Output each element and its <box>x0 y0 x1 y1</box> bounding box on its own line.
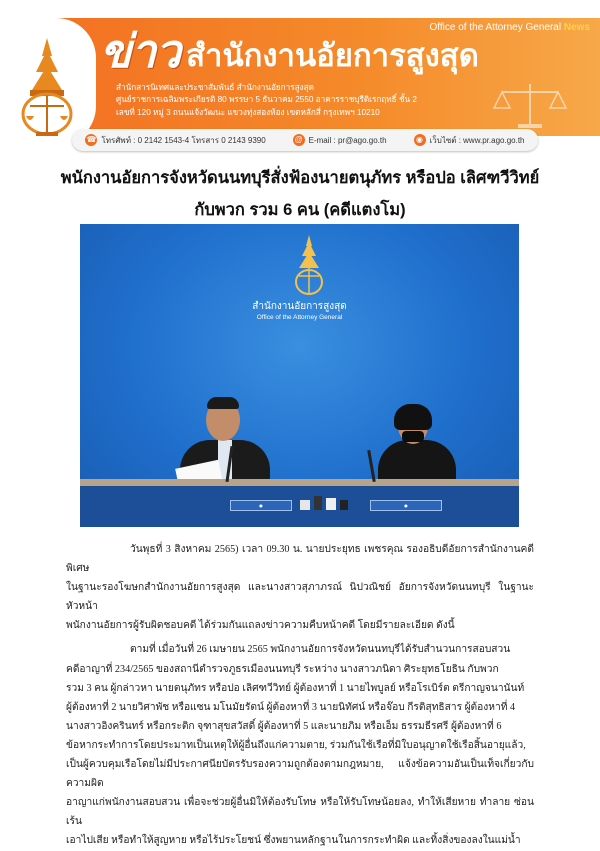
title-news: ข่าว <box>100 25 181 77</box>
nameplate-left: ● <box>230 500 292 511</box>
contact-phone: ☎ โทรศัพท์ : 0 2142 1543-4 โทรสาร 0 2143 9390 <box>86 135 266 145</box>
paragraph-2: ตามที่ เมื่อวันที่ 26 เมษายน 2565 พนักงานอัยการจังหวัดนนทบุรีได้รับสำนวนการสอบสวน คดีอาญาที่ 234/2565 ของสถานีตำรวจภูธรเมืองนนทบุรี ระหว่าง นางสาวภนิดา ศิระยุทธโยธิน กับพวก รวม 3 คน ผู้กล่าวหา นายตนุภัทร หรือปอ เลิศฑวีวิทย์ ผู้ต้องหาที่ 1 นายไพบูลย์ หรือโรเบิร์ต ตรีกาญจนานันท์ ผู้ต้องหาที่ 2 นายวิศาพัช หรือแซน มโนมัยรัตน์ ผู้ต้องหาที่ 3 นายนิทัศน์ หรือจ๊อบ กีรติสุทธิสาร ผู้ต้องหาที่ 4 นางสาวอิงครินทร์ หรือกระติก จุฑาสุขสวัสดิ์ ผู้ต้องหาที่ 5 และนายภิม หรือเอ็ม ธรรมธีรศรี ผู้ต้องหาที่ 6 ข้อหากระทำการโดยประมาทเป็นเหตุให้ผู้อื่นถึงแก่ความตาย, ร่วมกันใช้เรือที่มิใบอนุญาตใช้เรือสิ้นอายุแล้ว, เป็นผู้ควบคุมเรือโดยไม่มีประกาศนียบัตรรับรองความถูกต้องตามกฎหมาย, แจ้งข้อความอันเป็นเท็จเกี่ยวกับความผิด อาญาแก่พนักงานสอบสวน เพื่อจะช่วยผู้อื่นมิให้ต้องรับโทษ หรือให้รับโทษน้อยลง, ทำให้เสียหาย ทำลาย ซ่อนเร้น เอาไปเสีย หรือทำให้สูญหาย หรือไร้ประโยชน์ ซึ่งพยานหลักฐานในการกระทำผิด และทิ้งสิ่งของลงในแม่น้ำ <box>66 644 534 847</box>
contact-website[interactable]: ◉ เว็บไซต์ : www.pr.ago.go.th <box>414 134 525 147</box>
microphone-right <box>367 450 376 482</box>
header-title <box>100 25 479 77</box>
headline-line-1: พนักงานอัยการจังหวัดนนทบุรีสั่งฟ้องนายตนุภัทร หรือปอ เลิศฑวีวิทย์ <box>60 169 540 187</box>
title-office: สำนักงานอัยการสูงสุด <box>186 38 479 73</box>
news-tag: Office of the Attorney General News <box>429 22 590 33</box>
emblem-icon <box>16 36 78 140</box>
backdrop-org-thai: สำนักงานอัยการสูงสุด <box>252 301 347 312</box>
headline-line-2: กับพวก รวม 6 คน (คดีแตงโม) <box>194 201 406 219</box>
website-icon: ◉ <box>414 134 426 146</box>
backdrop-org-english: Office of the Attorney General <box>256 314 343 321</box>
nameplate-right: ● <box>370 500 442 511</box>
contact-email[interactable]: @ E-mail : pr@ago.go.th <box>294 135 387 145</box>
email-icon: @ <box>294 135 303 144</box>
news-header <box>0 18 600 146</box>
header-address: สำนักสารนิเทศและประชาสัมพันธ์ สำนักงานอัยการสูงสุด ศูนย์ราชการเฉลิมพระเกียรติ 80 พรรษา 5 ธันวาคม 2550 อาคารราชบุรีดิเรกฤทธิ์ ชั้น 2 เลขที่ 120 หมู่ 3 ถนนแจ้งวัฒนะ แขวงทุ่งสองห้อง เขตหลักสี่ กรุงเทพฯ 10210 <box>116 83 417 117</box>
press-conference-photo <box>80 224 519 527</box>
article-body <box>66 540 534 851</box>
scales-icon <box>490 80 570 130</box>
recorder-devices <box>300 496 350 510</box>
paragraph-1: วันพุธที่ 3 สิงหาคม 2565) เวลา 09.30 น. นายประยุทธ เพชรคุณ รองอธิบดีอัยการสำนักงานคดีพิเศษ ในฐานะรองโฆษกสำนักงานอัยการสูงสุด และนางสาวสุภาภรณ์ นิปวณิชย์ อัยการจังหวัดนนทบุรี ในฐานะหัวหน้า พนักงานอัยการผู้รับผิดชอบคดี ได้ร่วมกันแถลงข่าวความคืบหน้าคดี โดยมีรายละเอียด ดังนี้ <box>66 544 534 632</box>
phone-icon: ☎ <box>86 135 97 144</box>
backdrop-emblem-icon <box>292 234 326 298</box>
page-title <box>0 162 600 226</box>
contact-bar <box>72 129 538 151</box>
